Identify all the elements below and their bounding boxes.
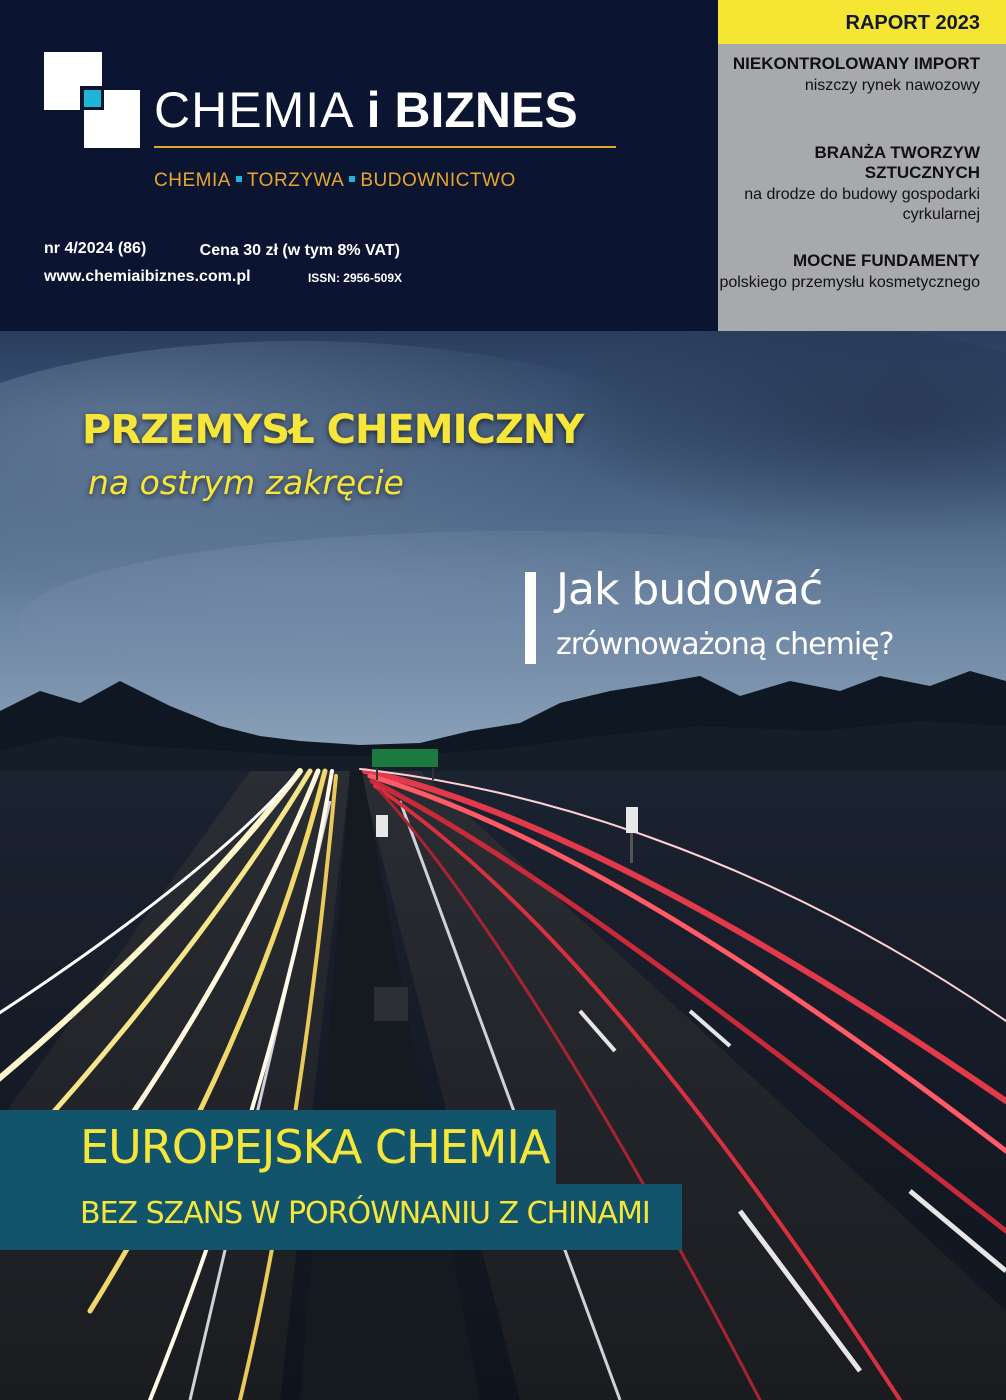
brand-name-light: CHEMIA <box>154 82 367 138</box>
sidebar-item-subtitle: na drodze do budowy gospodarki cyrkularnej <box>744 186 980 223</box>
headline-european-chemistry: EUROPEJSKA CHEMIA <box>80 1120 550 1174</box>
price-label: Cena 30 zł (w tym 8% VAT) <box>199 242 400 259</box>
website-link[interactable]: www.chemiaibiznes.com.pl <box>44 268 251 285</box>
sidebar-item-title: BRANŻA TWORZYW SZTUCZNYCH <box>814 143 980 182</box>
headline-accent-bar <box>525 572 536 664</box>
sidebar-item[interactable] <box>718 143 980 225</box>
brand-name <box>154 80 624 140</box>
issn-label: ISSN: 2956-509X <box>307 271 402 285</box>
headline-chemical-industry: PRZEMYSŁ CHEMICZNY <box>82 407 584 453</box>
headline-sustainable-chemistry: Jak budować <box>556 564 823 615</box>
headline-sustainable-chemistry-sub: zrównoważoną chemię? <box>556 627 894 662</box>
headline-european-chemistry-sub: BEZ SZANS W PORÓWNANIU Z CHINAMI <box>80 1196 650 1231</box>
masthead <box>0 0 718 331</box>
headline-chemical-industry-sub: na ostrym zakręcie <box>88 463 404 502</box>
sidebar-item[interactable] <box>718 54 980 96</box>
sidebar-item-title: MOCNE FUNDAMENTY <box>793 251 980 270</box>
sidebar-item-subtitle: niszczy rynek nawozowy <box>804 77 980 94</box>
tagline-item: BUDOWNICTWO <box>360 170 516 191</box>
logo-icon <box>44 52 140 148</box>
brand-underline <box>154 146 616 148</box>
sidebar-item[interactable] <box>718 251 980 293</box>
tagline-item: TORZYWA <box>246 170 345 191</box>
sidebar-item-title: NIEKONTROLOWANY IMPORT <box>732 54 980 73</box>
issue-number: nr 4/2024 (86) <box>44 240 147 257</box>
tagline <box>154 170 624 192</box>
sidebar-item-subtitle: polskiego przemysłu kosmetycznego <box>719 274 980 291</box>
report-sidebar <box>718 0 1006 331</box>
brand-name-bold: i BIZNES <box>366 82 578 138</box>
raport-badge <box>718 0 1006 44</box>
tagline-item: CHEMIA <box>154 170 231 191</box>
raport-label: RAPORT 2023 <box>845 12 980 34</box>
